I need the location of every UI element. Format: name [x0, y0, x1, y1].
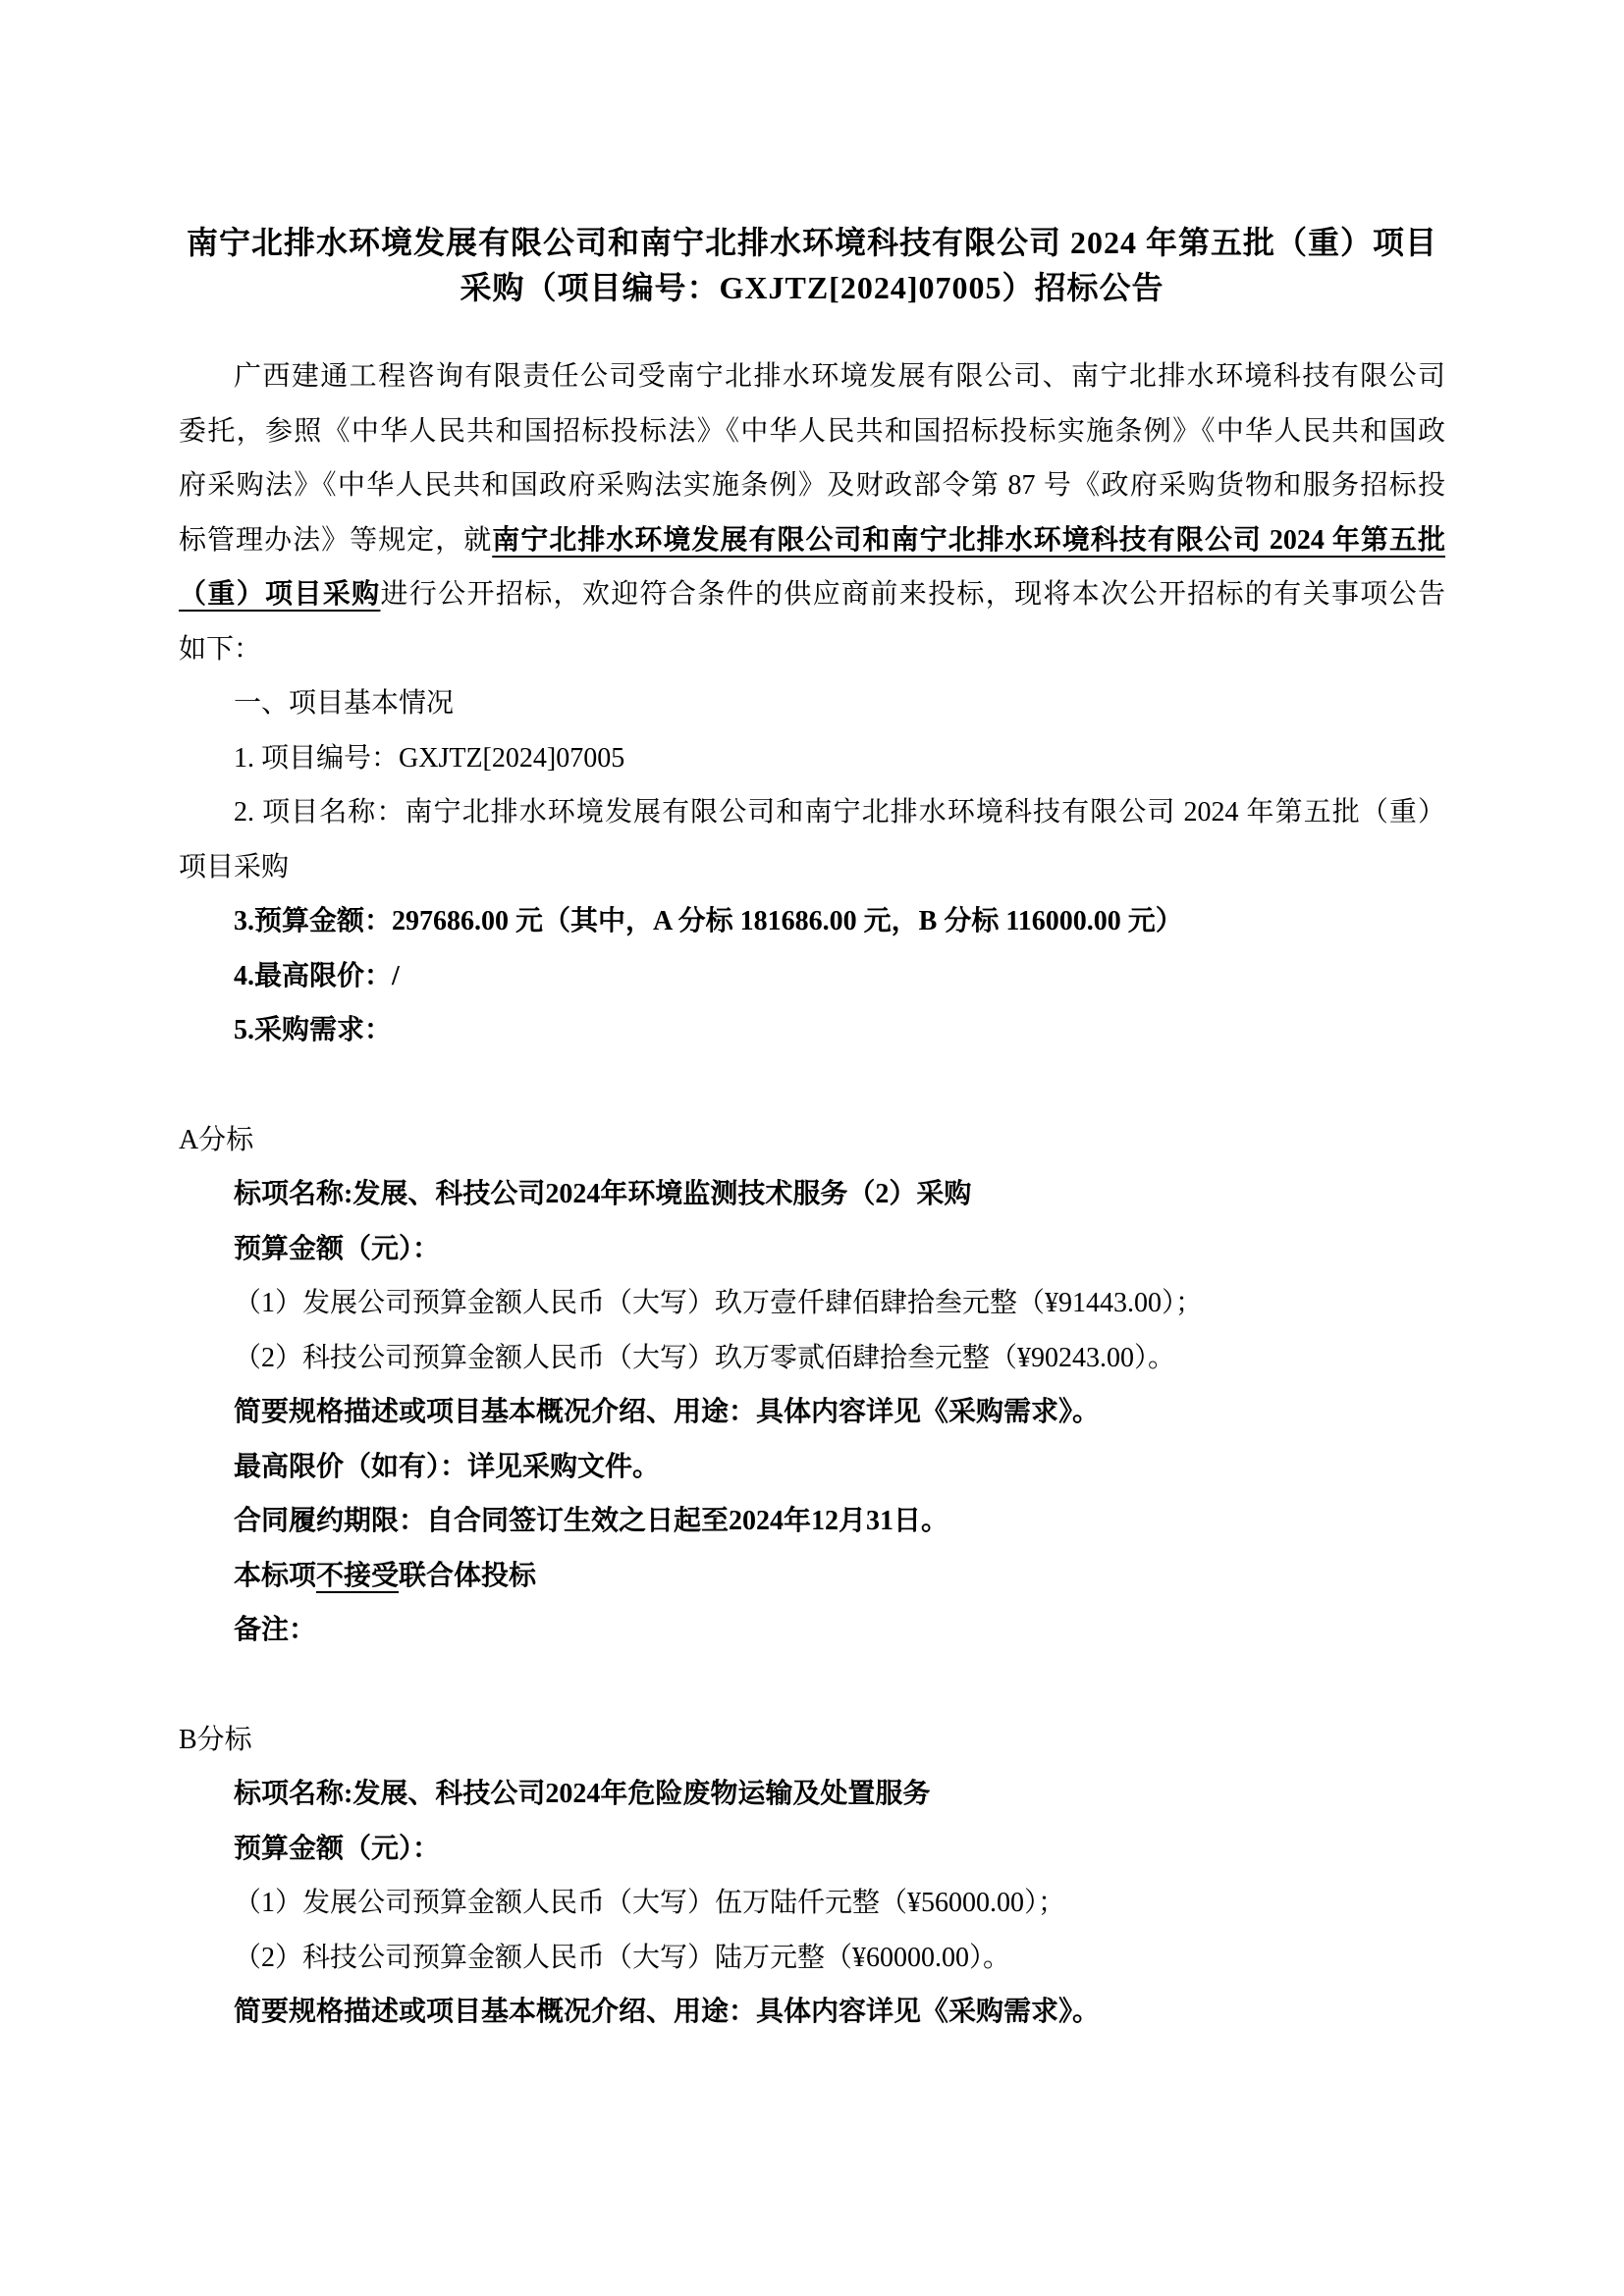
text-segment: 本标项 — [234, 1560, 317, 1591]
text-line — [179, 567, 1445, 622]
text-line — [179, 1603, 1445, 1658]
text-segment: 备注： — [234, 1615, 317, 1645]
text-line — [179, 1549, 1445, 1604]
text-line — [179, 1985, 1445, 2040]
text-segment: 联合体投标 — [399, 1560, 537, 1591]
text-line — [179, 458, 1445, 513]
document-content — [179, 0, 1445, 2040]
text-segment: 委托，参照《中华人民共和国招标投标法》《中华人民共和国招标投标实施条例》《中华人民共和国政 — [179, 415, 1445, 447]
text-line — [179, 349, 1445, 404]
text-line — [179, 840, 1445, 895]
text-segment: （2）科技公司预算金额人民币（大写）玖万零贰佰肆拾叁元整（¥90243.00）。 — [234, 1342, 1176, 1373]
text-line — [179, 1767, 1445, 1822]
text-line — [179, 622, 1445, 677]
text-line — [179, 1494, 1445, 1549]
text-segment: 3.预算金额：297686.00 元（其中，A 分标 181686.00 元，B 分标 116000.00 元） — [234, 906, 1183, 936]
text-line — [179, 676, 1445, 731]
text-segment: 进行公开招标，欢迎符合条件的供应商前来投标，现将本次公开招标的有关事项公告 — [380, 579, 1445, 610]
text-segment: 府采购法》《中华人民共和国政府采购法实施条例》及财政部令第 87 号《政府采购货物和服务招标投 — [179, 470, 1445, 501]
text-segment: 5.采购需求： — [234, 1015, 393, 1045]
text-segment: 预算金额（元）： — [234, 1833, 441, 1864]
document-body — [179, 349, 1445, 2040]
text-line — [179, 1713, 1445, 1768]
text-segment: （2）科技公司预算金额人民币（大写）陆万元整（¥60000.00）。 — [234, 1942, 1011, 1973]
underlined-text: （重）项目采购 — [179, 579, 381, 610]
text-line — [179, 1822, 1445, 1877]
text-segment: 合同履约期限：自合同签订生效之日起至2024年12月31日。 — [234, 1506, 949, 1536]
text-line — [179, 513, 1445, 568]
text-line — [179, 1876, 1445, 1931]
text-line — [179, 1440, 1445, 1495]
text-segment: 2. 项目名称：南宁北排水环境发展有限公司和南宁北排水环境科技有限公司 2024 年第五批（重） — [234, 797, 1445, 828]
text-line — [179, 1113, 1445, 1168]
text-segment: 4.最高限价：/ — [234, 960, 400, 991]
text-line — [179, 1331, 1445, 1386]
text-segment: 简要规格描述或项目基本概况介绍、用途：具体内容详见《采购需求》。 — [234, 1397, 1101, 1427]
underlined-text: 南宁北排水环境发展有限公司和南宁北排水环境科技有限公司 2024 年第五批 — [492, 524, 1445, 556]
text-segment: 一、项目基本情况 — [234, 688, 455, 719]
title-line-1: 南宁北排水环境发展有限公司和南宁北排水环境科技有限公司 2024 年第五批（重）项目 — [186, 225, 1437, 260]
text-segment: 项目采购 — [179, 851, 290, 882]
text-segment: A分标 — [179, 1124, 254, 1155]
text-line — [179, 1167, 1445, 1222]
text-line — [179, 1222, 1445, 1277]
text-segment: （1）发展公司预算金额人民币（大写）玖万壹仟肆佰肆拾叁元整（¥91443.00）； — [234, 1288, 1204, 1318]
text-segment: 标项名称:发展、科技公司2024年危险废物运输及处置服务 — [234, 1779, 931, 1809]
text-line — [179, 1385, 1445, 1440]
text-line — [179, 949, 1445, 1004]
text-line — [179, 731, 1445, 786]
text-line — [179, 404, 1445, 459]
text-segment: 如下： — [179, 633, 262, 665]
title-line-2: 采购（项目编号：GXJTZ[2024]07005）招标公告 — [460, 270, 1164, 305]
text-segment: B分标 — [179, 1724, 252, 1755]
text-segment: 标项名称:发展、科技公司2024年环境监测技术服务（2）采购 — [234, 1179, 972, 1209]
underlined-text: 不接受 — [316, 1560, 400, 1591]
text-segment: （1）发展公司预算金额人民币（大写）伍万陆仟元整（¥56000.00）； — [234, 1888, 1066, 1918]
text-segment: 广西建通工程咨询有限责任公司受南宁北排水环境发展有限公司、南宁北排水环境科技有限公司 — [234, 361, 1445, 392]
text-line — [179, 1931, 1445, 1986]
text-line — [179, 785, 1445, 840]
text-segment: 简要规格描述或项目基本概况介绍、用途：具体内容详见《采购需求》。 — [234, 1997, 1101, 2027]
text-line — [179, 1276, 1445, 1331]
text-segment: 最高限价（如有）：详见采购文件。 — [234, 1451, 661, 1482]
text-line — [179, 894, 1445, 949]
text-segment: 预算金额（元）： — [234, 1233, 441, 1264]
text-segment: 标管理办法》等规定，就 — [179, 524, 493, 556]
text-segment: 1. 项目编号：GXJTZ[2024]07005 — [234, 742, 625, 774]
text-line — [179, 1003, 1445, 1058]
document-title — [179, 220, 1445, 310]
